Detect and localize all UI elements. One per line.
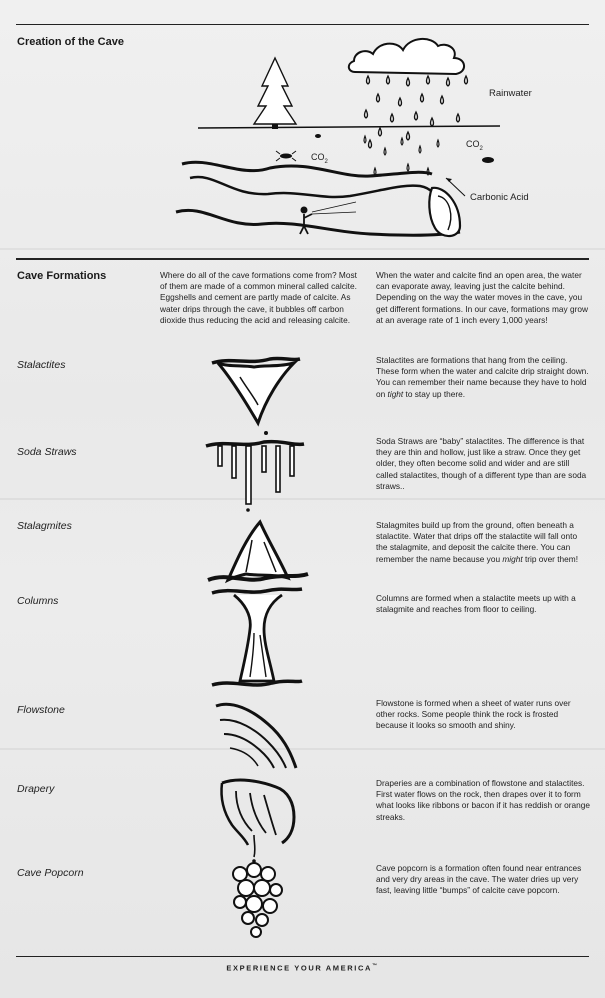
formations-title: Cave Formations	[17, 270, 107, 282]
drapery-description: Draperies are a combination of flowstone and stalactites. First water flows on the rock, then drapes over it to form what looks like ribbons or bacon if it has reddish or orange streaks.	[376, 778, 590, 822]
columns-label: Columns	[17, 595, 59, 607]
soda-straws-illustration	[204, 438, 306, 514]
cave-popcorn-label: Cave Popcorn	[17, 867, 84, 879]
flowstone-label: Flowstone	[17, 704, 65, 716]
rainwater-label: Rainwater	[489, 88, 532, 99]
top-rule	[16, 24, 589, 25]
cave-creation-illustration	[170, 28, 500, 258]
formations-intro-right: When the water and calcite find an open area, the water can evaporate away, leaving just the calcite behind. Depending on the way the water moves in the cave, you get different formations. In our cave, formations may grow at an average rate of 1 inch every 1,000 years!	[376, 270, 588, 325]
bottom-rule	[16, 956, 589, 957]
soda-straws-label: Soda Straws	[17, 446, 77, 458]
stalagmites-label: Stalagmites	[17, 520, 72, 532]
footer-tagline: EXPERIENCE YOUR AMERICA™	[226, 963, 379, 973]
formations-intro-left: Where do all of the cave formations come from? Most of them are made of a common mineral called calcite. Eggshells and cement are partly made of calcite. As water drips through the cave, it bubbles off carbon dioxide thus reducing the acid and releasing calcite.	[160, 270, 357, 325]
stalactite-illustration	[210, 355, 302, 437]
flowstone-description: Flowstone is formed when a sheet of water runs over other rocks. Some people think the rock is frosted because it looks so smooth and shiny.	[376, 698, 571, 731]
flowstone-illustration	[210, 696, 300, 772]
stalactites-description: Stalactites are formations that hang from the ceiling. These form when the water and calcite drip straight down. You can remember their name because they have to hold on tight to stay up there.	[376, 355, 589, 399]
fold-crease	[0, 748, 605, 750]
co2-label: $CO_2$	[311, 152, 328, 165]
creation-title: Creation of the Cave	[17, 36, 124, 48]
stalagmites-description: Stalagmites build up from the ground, often beneath a stalactite. Water that drips off the stalactite will fall onto the stalagmite, and deposit the calcite there. You can remember the name because you might trip over them!	[376, 520, 579, 564]
stalactites-label: Stalactites	[17, 359, 66, 371]
column-illustration	[208, 585, 304, 693]
section-rule	[16, 258, 589, 260]
soda-straws-description: Soda Straws are “baby” stalactites. The difference is that they are thin and hollow, just like a straw. Once they get older, they often become solid and wider and are still called stalactites, though of a different type than are soda straws..	[376, 436, 587, 491]
cave-popcorn-illustration	[226, 858, 290, 944]
co2-label: $CO_2$	[466, 139, 483, 152]
cave-popcorn-description: Cave popcorn is a formation often found near entrances and very dry areas in the cave. The water dries up very fast, leaving little “bumps” of calcite cave popcorn.	[376, 863, 582, 896]
drapery-illustration	[214, 773, 300, 863]
columns-description: Columns are formed when a stalactite meets up with a stalagmite and reaches from floor to ceiling.	[376, 593, 576, 615]
drapery-label: Drapery	[17, 783, 55, 795]
stalagmite-illustration	[206, 518, 310, 588]
carbonic-acid-label: Carbonic Acid	[470, 192, 529, 203]
